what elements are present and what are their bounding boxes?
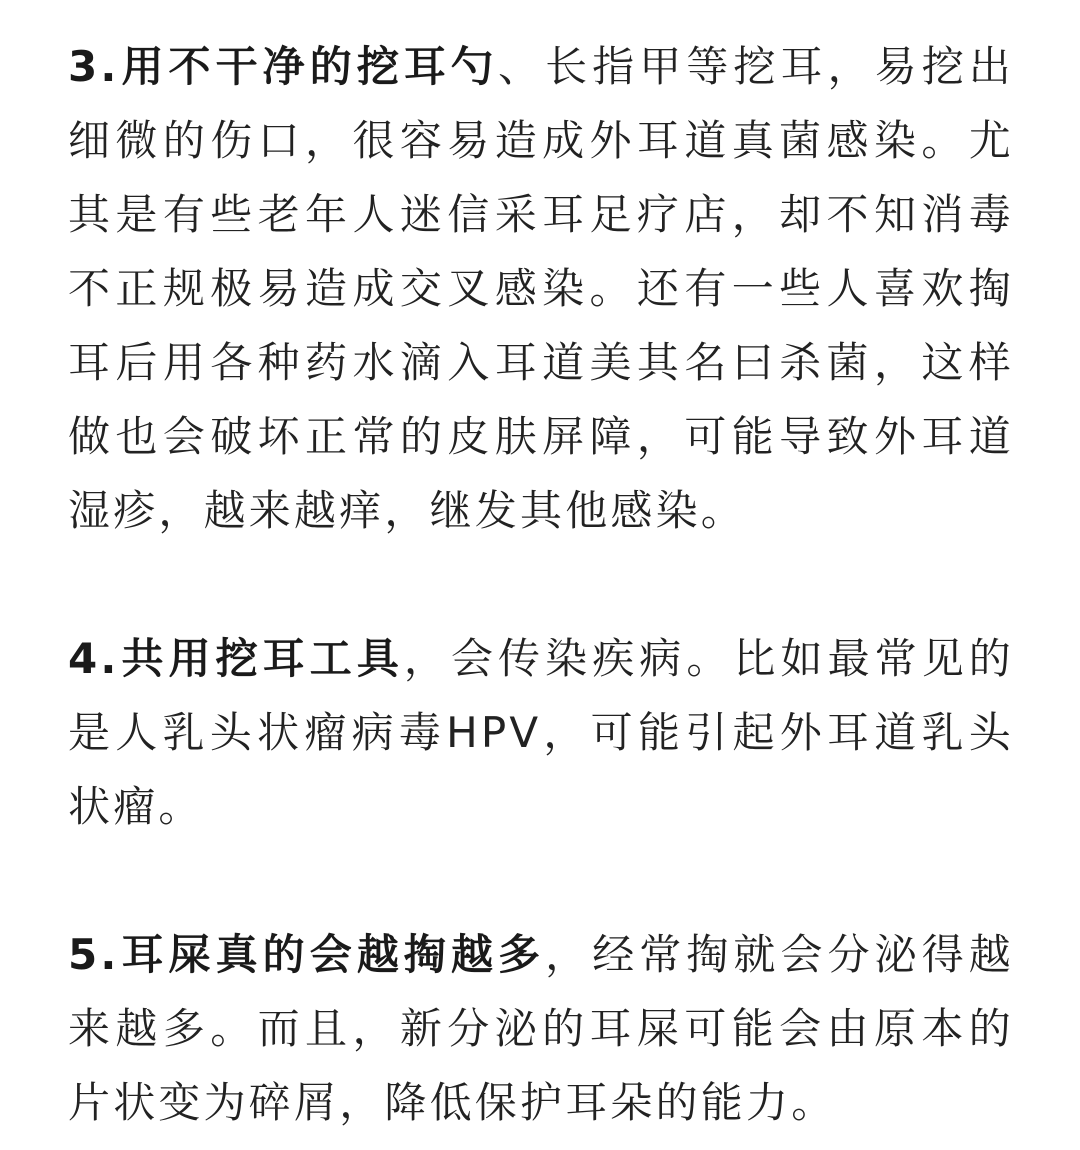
paragraph-3-heading: 3.用不干净的挖耳勺 bbox=[68, 42, 499, 91]
paragraph-4-heading: 4.共用挖耳工具 bbox=[68, 634, 404, 683]
paragraph-4-text: ，会传染疾病。比如最常见的是人乳头状瘤病毒HPV，可能引起外耳道乳头状瘤。 bbox=[68, 634, 1014, 831]
paragraph-4 bbox=[68, 622, 1014, 844]
article-body bbox=[68, 30, 1014, 1140]
paragraph-5-text: ，经常掏就会分泌得越来越多。而且，新分泌的耳屎可能会由原本的片状变为碎屑，降低保护耳朵的能力。 bbox=[68, 930, 1014, 1127]
paragraph-3-text: 、长指甲等挖耳，易挖出细微的伤口，很容易造成外耳道真菌感染。尤其是有些老年人迷信采耳足疗店，却不知消毒不正规极易造成交叉感染。还有一些人喜欢掏耳后用各种药水滴入耳道美其名曰杀菌，这样做也会破坏正常的皮肤屏障，可能导致外耳道湿疹，越来越痒，继发其他感染。 bbox=[68, 42, 1014, 535]
paragraph-3 bbox=[68, 30, 1014, 548]
paragraph-5 bbox=[68, 918, 1014, 1140]
paragraph-5-heading: 5.耳屎真的会越掏越多 bbox=[68, 930, 546, 979]
